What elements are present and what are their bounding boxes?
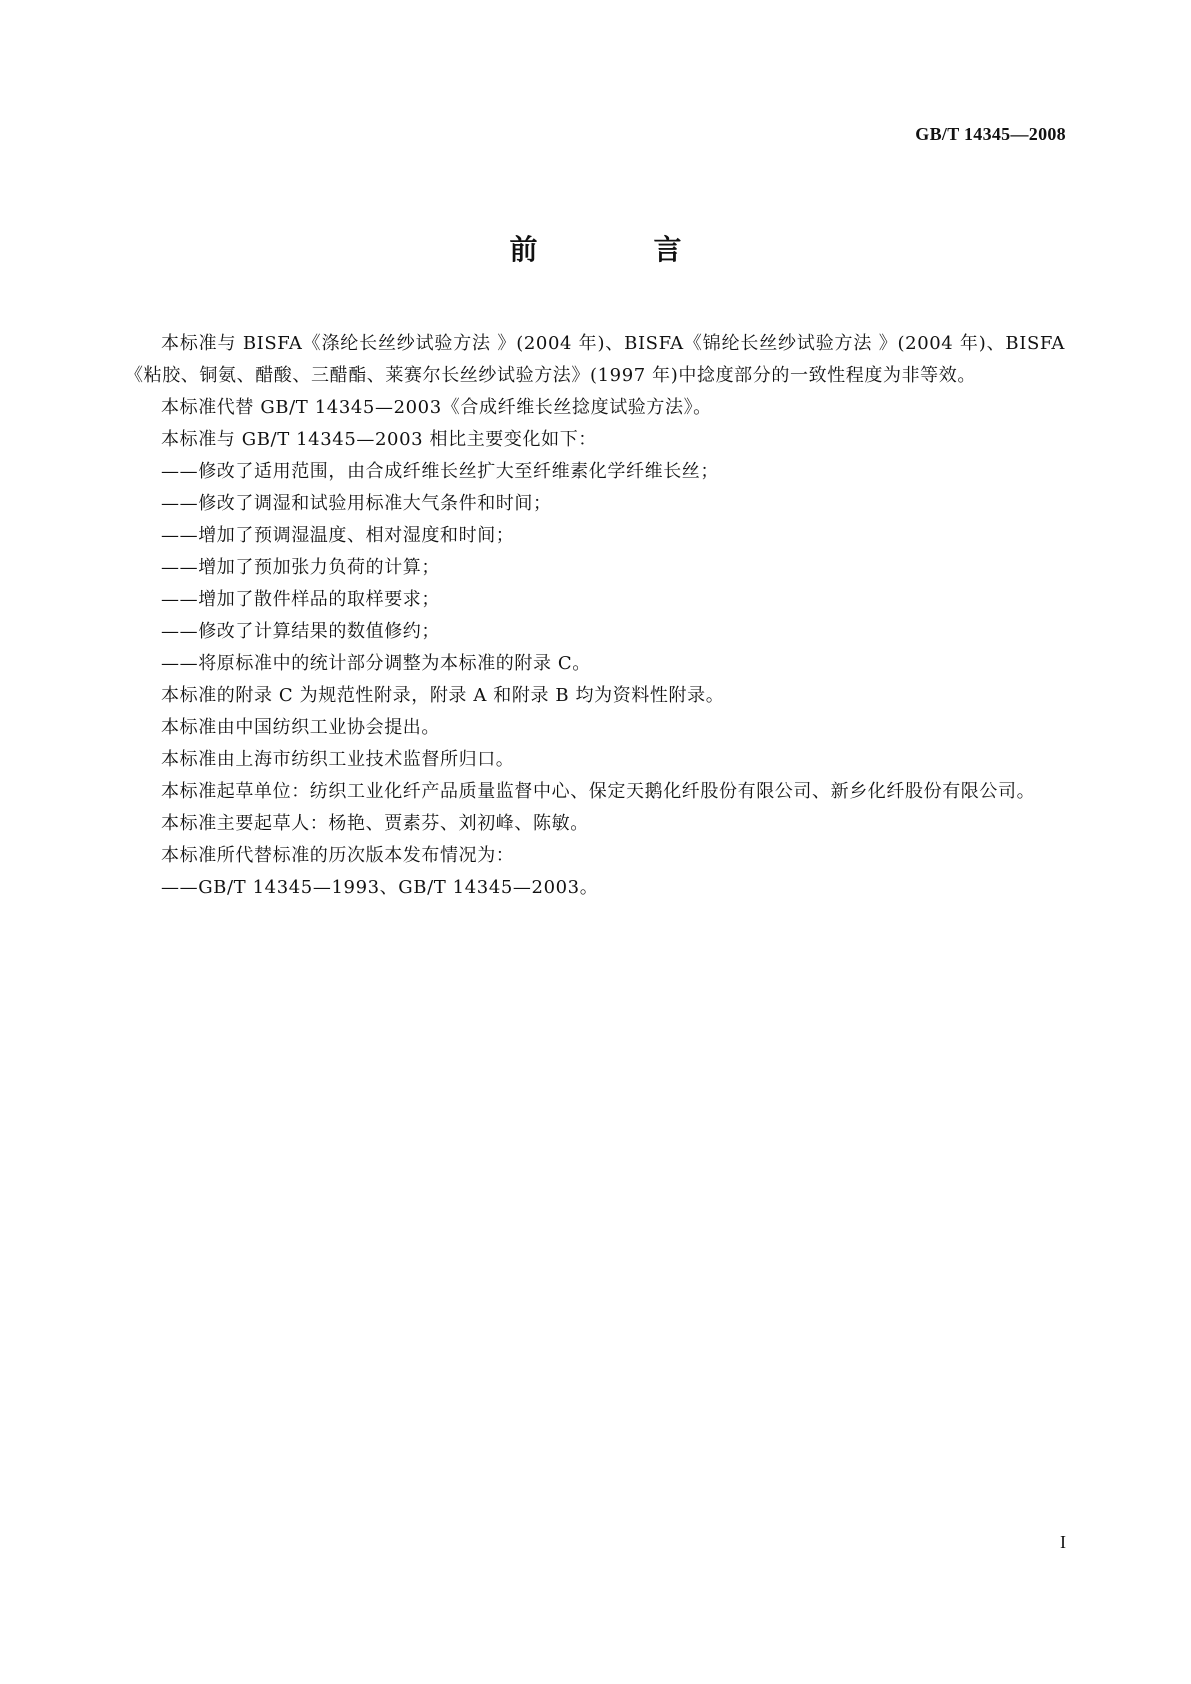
change-item: ——修改了适用范围，由合成纤维长丝扩大至纤维素化学纤维长丝；: [161, 461, 719, 482]
paragraph-proposed-by: 本标准由中国纺织工业协会提出。: [161, 717, 440, 738]
paragraph-changes-intro: 本标准与 GB/T 14345—2003 相比主要变化如下：: [161, 429, 597, 450]
change-item: ——增加了预加张力负荷的计算；: [161, 557, 440, 578]
foreword-body: [125, 328, 1065, 904]
standard-code: GB/T 14345—2008: [915, 124, 1066, 144]
history-item: ——GB/T 14345—1993、GB/T 14345—2003。: [161, 877, 599, 898]
page-number: I: [1060, 1532, 1066, 1552]
paragraph-annexes: 本标准的附录 C 为规范性附录，附录 A 和附录 B 均为资料性附录。: [161, 685, 725, 706]
paragraph-history-intro: 本标准所代替标准的历次版本发布情况为：: [161, 845, 515, 866]
paragraph-drafting-units: 本标准起草单位：纺织工业化纤产品质量监督中心、保定天鹅化纤股份有限公司、新乡化纤股份有限公司。: [161, 781, 1036, 802]
change-item: ——修改了调湿和试验用标准大气条件和时间；: [161, 493, 552, 514]
page-title: 前 言: [509, 233, 726, 266]
change-item: ——将原标准中的统计部分调整为本标准的附录 C。: [161, 653, 591, 674]
change-item: ——增加了散件样品的取样要求；: [161, 589, 440, 610]
change-item: ——修改了计算结果的数值修约；: [161, 621, 440, 642]
paragraph-managed-by: 本标准由上海市纺织工业技术监督所归口。: [161, 749, 515, 770]
paragraph-replaces: 本标准代替 GB/T 14345—2003《合成纤维长丝捻度试验方法》。: [161, 397, 712, 418]
change-item: ——增加了预调湿温度、相对湿度和时间；: [161, 525, 515, 546]
paragraph-equivalence: 本标准与 BISFA《涤纶长丝纱试验方法 》(2004 年)、BISFA《锦纶长丝纱试验方法 》(2004 年)、BISFA《粘胶、铜氨、醋酸、三醋酯、莱赛尔长丝纱试验方法》(1997 年)中捻度部分的一致性程度为非等效。: [125, 333, 1065, 386]
paragraph-drafters: 本标准主要起草人：杨艳、贾素芬、刘初峰、陈敏。: [161, 813, 589, 834]
